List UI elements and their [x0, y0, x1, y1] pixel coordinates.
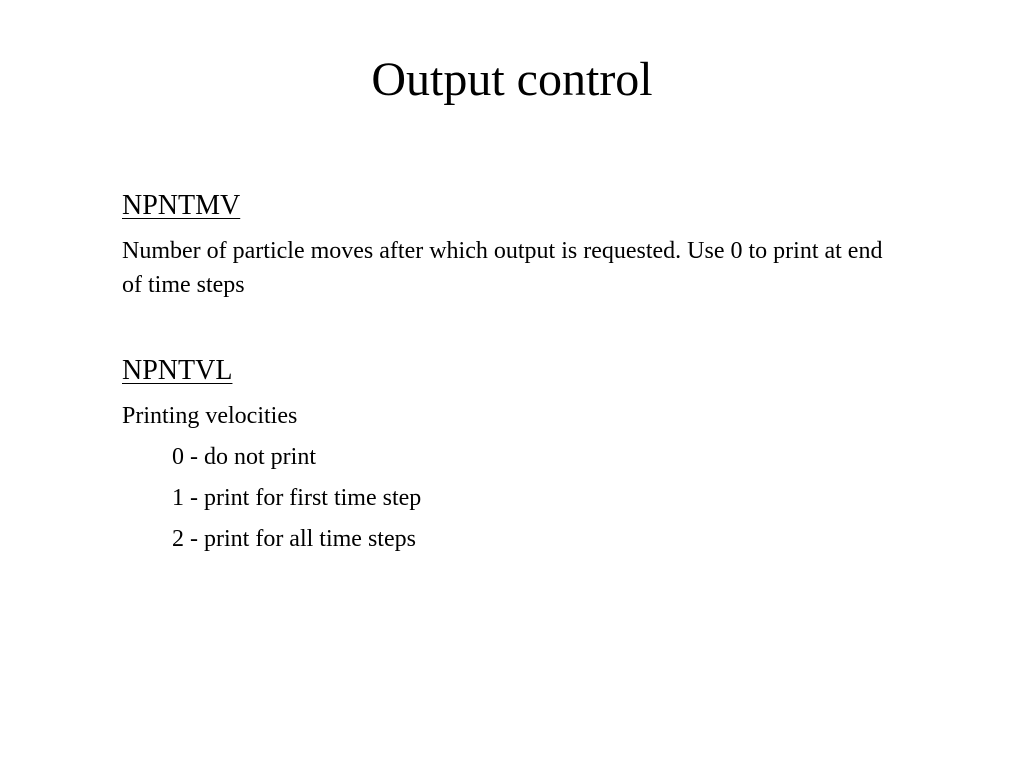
option-item: 1 - print for first time step — [172, 485, 422, 511]
section-npntvl — [122, 353, 902, 556]
option-item: 0 - do not print — [172, 444, 316, 470]
parameter-name: NPNTVL — [122, 355, 233, 386]
section-npntmv — [122, 188, 902, 302]
option-item: 2 - print for all time steps — [172, 526, 416, 552]
slide-title: Output control — [371, 53, 653, 106]
parameter-name: NPNTMV — [122, 190, 241, 221]
parameter-description: Printing velocities — [122, 403, 298, 429]
option-list — [122, 440, 902, 556]
parameter-description: Number of particle moves after which output is requested. Use 0 to print at end of time steps — [122, 238, 883, 298]
